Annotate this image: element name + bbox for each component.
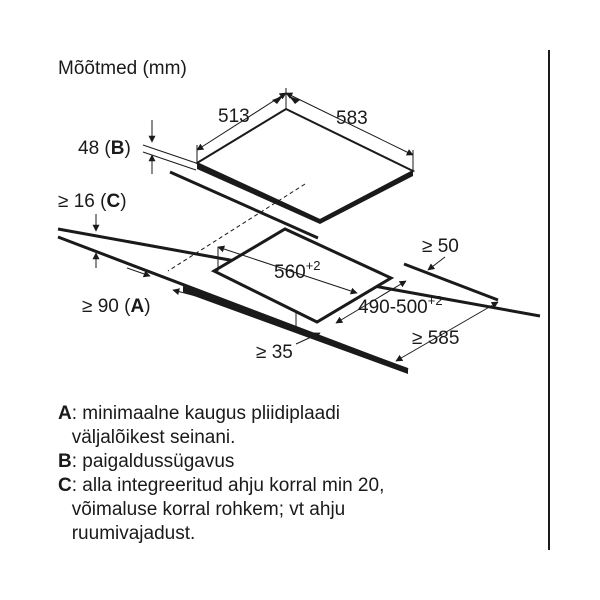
dim-50-line [428, 257, 445, 270]
label-490-500: $490-500^{+2}$ [358, 293, 443, 318]
legend-text-a: : minimaalne kaugus pliidiplaadi väljalõikest seinani. [71, 403, 340, 448]
legend-key-c: C [58, 475, 72, 496]
label-585: ≥ 585 [412, 328, 460, 349]
legend-key-a: A [58, 403, 72, 424]
install-depth-dimension [143, 120, 196, 174]
legend-key-b: B [58, 451, 72, 472]
dim-apex-arrow-left [272, 96, 283, 104]
label-50: ≥ 50 [422, 236, 459, 257]
legend-item-b [58, 450, 538, 474]
legend [58, 402, 538, 546]
legend-text-c: : alla integreeritud ahju korral min 20, võimaluse korral rohkem; vt ahju ruumivajadust. [71, 475, 385, 544]
label-583: 583 [336, 108, 368, 129]
label-560: $560^{+2}$ [274, 258, 321, 283]
legend-text-b: : paigaldussügavus [71, 451, 235, 472]
legend-item-a [58, 402, 538, 450]
label-35: ≥ 35 [256, 342, 293, 363]
label-90-a: ≥ 90 (A) [82, 296, 151, 317]
dimensions-title: Mõõtmed (mm) [58, 58, 187, 79]
label-513: 513 [218, 106, 250, 127]
label-16-c: ≥ 16 (C) [58, 191, 127, 212]
label-48-b: 48 (B) [78, 138, 131, 159]
legend-item-c [58, 474, 538, 546]
